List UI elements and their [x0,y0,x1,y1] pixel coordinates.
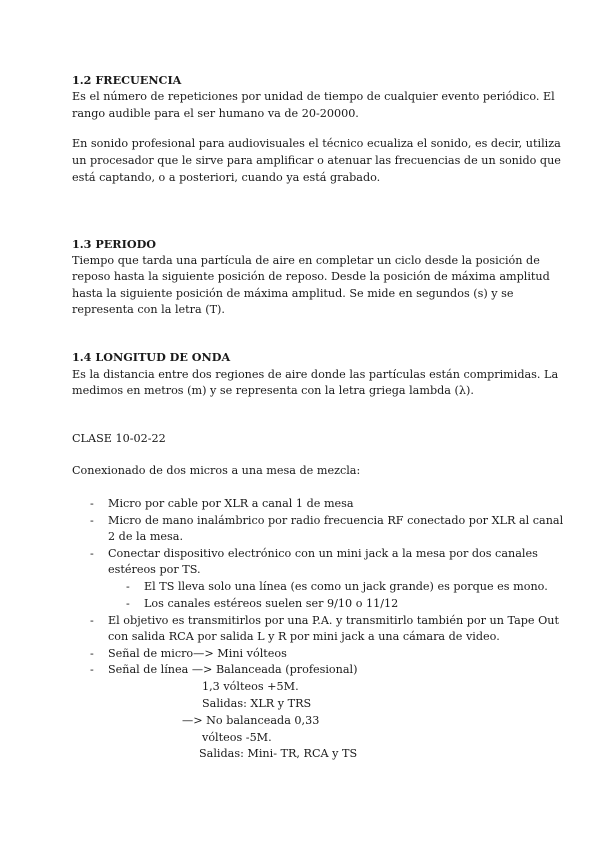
bullet-dash: - [90,547,94,560]
heading-periodo: 1.3 PERIODO [72,237,157,251]
heading-longitud-de-onda: 1.4 LONGITUD DE ONDA [72,350,231,364]
text-line: está captando, o a posteriori, cuando ya está grabado. [72,171,381,184]
list-item: Conectar dispositivo electrónico con un mini jack a la mesa por dos canales [108,547,538,560]
text-line: En sonido profesional para audiovisuales el técnico ecualiza el sonido, es decir, utiliza [72,137,561,150]
detail-line: —> No balanceada 0,33 [182,714,320,727]
bullet-dash: - [90,614,94,627]
list-item-cont: con salida RCA por salida L y R por mini jack a una cámara de video. [108,630,500,643]
text-line: un procesador que le sirve para amplificar o atenuar las frecuencias de un sonido que [72,154,561,167]
list-item: Micro de mano inalámbrico por radio frecuencia RF conectado por XLR al canal [108,514,564,527]
list-item-cont: 2 de la mesa. [108,530,184,543]
text-line: Es la distancia entre dos regiones de aire donde las partículas están comprimidas. La [72,368,559,381]
detail-line: 1,3 vólteos +5M. [202,680,299,693]
clase-date: CLASE 10-02-22 [72,432,166,445]
text-line: reposo hasta la siguiente posición de reposo. Desde la posición de máxima amplitud [72,270,550,283]
sub-list-item: Los canales estéreos suelen ser 9/10 o 11/12 [144,597,399,610]
detail-line: Salidas: Mini- TR, RCA y TS [199,747,358,760]
list-item: Micro por cable por XLR a canal 1 de mesa [108,497,354,510]
heading-frecuencia: 1.2 FRECUENCIA [72,73,182,87]
sub-bullet-dash: - [126,580,130,593]
bullet-dash: - [90,663,94,676]
bullet-dash: - [90,497,94,510]
text-line: representa con la letra (T). [72,303,225,316]
bullet-dash: - [90,647,94,660]
detail-line: vólteos -5M. [202,731,272,744]
text-line: hasta la siguiente posición de máxima amplitud. Se mide en segundos (s) y se [72,287,514,300]
text-line: Es el número de repeticiones por unidad de tiempo de cualquier evento periódico. El [72,90,555,103]
list-item: Señal de línea —> Balanceada (profesional) [108,663,358,676]
text-line: rango audible para el ser humano va de 20-20000. [72,107,359,120]
intro-text: Conexionado de dos micros a una mesa de mezcla: [72,464,361,477]
sub-list-item: El TS lleva solo una línea (es como un jack grande) es porque es mono. [144,580,548,593]
list-item: El objetivo es transmitirlos por una P.A. y transmitirlo también por un Tape Out [108,614,559,627]
list-item-cont: estéreos por TS. [108,563,201,576]
list-item: Señal de micro—> Mini vólteos [108,647,287,660]
bullet-dash: - [90,514,94,527]
text-line: medimos en metros (m) y se representa con la letra griega lambda (λ). [72,384,474,397]
sub-bullet-dash: - [126,597,130,610]
detail-line: Salidas: XLR y TRS [202,697,312,710]
text-line: Tiempo que tarda una partícula de aire en completar un ciclo desde la posición de [72,254,540,267]
